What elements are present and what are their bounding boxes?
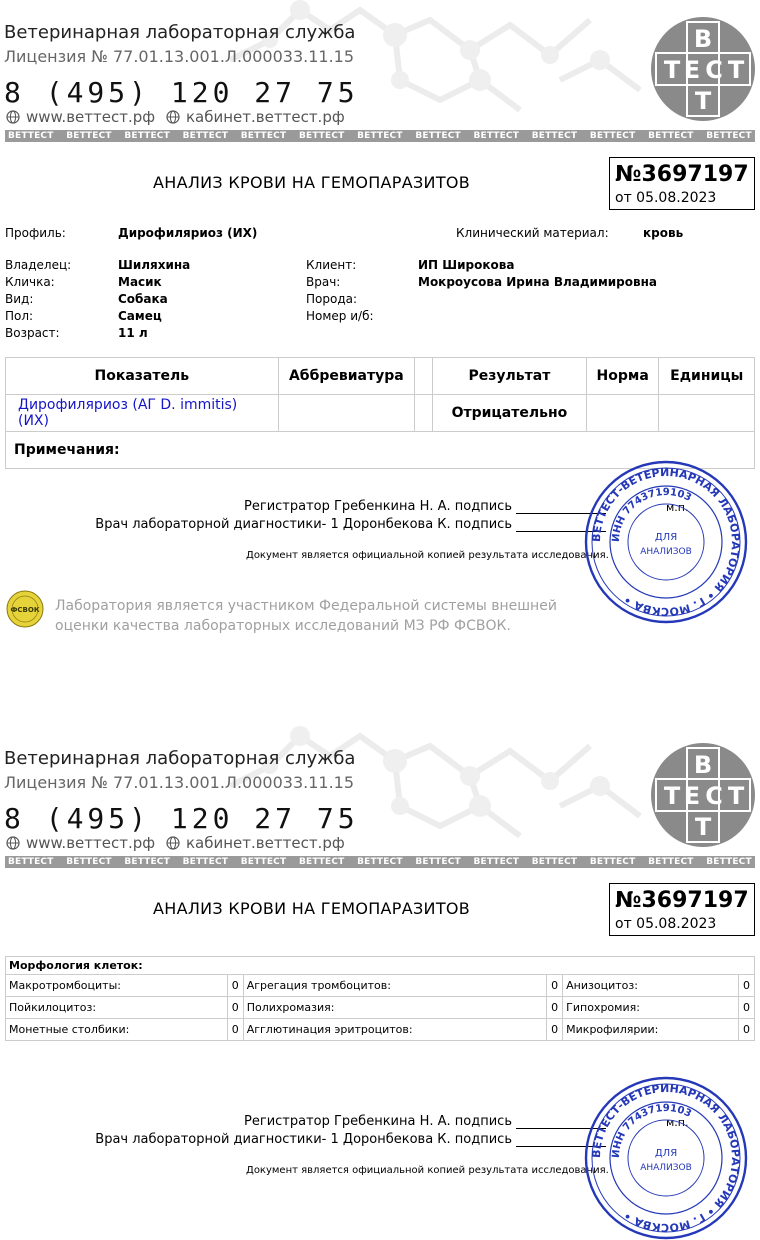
morph-name: Анизоцитоз: <box>563 975 739 997</box>
registrar-signature-text: Регистратор Гребенкина Н. А. подпись <box>244 1114 512 1129</box>
globe-icon <box>166 110 180 124</box>
letterhead <box>0 726 760 871</box>
client-value: ИП Широкова <box>418 258 515 272</box>
results-table <box>5 357 755 469</box>
website-text[interactable]: www.веттест.рф <box>26 108 156 126</box>
table-row <box>6 997 755 1019</box>
stripe-word: ВЕТТЕСТ <box>240 131 287 141</box>
fsvok-participation-text: Лаборатория является участником Федеральной системы внешней оценки качества лабораторных исследований МЗ РФ ФСВОК. <box>55 598 557 634</box>
morph-value: 0 <box>227 1019 243 1041</box>
globe-icon <box>166 836 180 850</box>
stripe-word: ВЕТТЕСТ <box>531 131 578 141</box>
col-header-norm: Норма <box>586 358 659 395</box>
document-title: АНАЛИЗ КРОВИ НА ГЕМОПАРАЗИТОВ <box>153 173 471 192</box>
stripe-word: ВЕТТЕСТ <box>706 857 752 867</box>
website-text[interactable]: www.веттест.рф <box>26 834 156 852</box>
doctor-signature <box>95 1132 606 1147</box>
svg-text:АНАЛИЗОВ: АНАЛИЗОВ <box>640 1163 692 1173</box>
svg-text:Т: Т <box>694 813 712 841</box>
morph-name: Пойкилоцитоз: <box>6 997 228 1019</box>
svg-text:Т: Т <box>663 56 681 84</box>
stripe-word: ВЕТТЕСТ <box>648 857 694 867</box>
stripe-word: ВЕТТЕСТ <box>589 131 636 141</box>
stripe-word: ВЕТТЕСТ <box>124 857 170 867</box>
table-row <box>6 395 755 432</box>
stripe-word: ВЕТТЕСТ <box>8 857 54 867</box>
stripe-word: ВЕТТЕСТ <box>415 131 461 141</box>
doctor-signature-text: Врач лабораторной диагностики- 1 Доронбекова К. подпись <box>95 1132 512 1147</box>
stripe-word: ВЕТТЕСТ <box>357 857 403 867</box>
morph-name: Микрофилярии: <box>563 1019 739 1041</box>
svg-text:ИНН 7743719103: ИНН 7743719103 <box>610 1102 694 1159</box>
morph-name: Агглютинация эритроцитов: <box>243 1019 546 1041</box>
svg-text:Е: Е <box>683 782 701 810</box>
svg-text:АНАЛИЗОВ: АНАЛИЗОВ <box>640 547 692 557</box>
official-copy-note: Документ является официальной копией результата исследования. <box>246 1165 609 1176</box>
svg-text:С: С <box>705 56 723 84</box>
stripe-word: ВЕТТЕСТ <box>124 131 170 141</box>
globe-icon <box>6 836 20 850</box>
lab-name: Ветеринарная лабораторная служба <box>4 748 356 769</box>
svg-text:В: В <box>693 25 713 53</box>
morph-value: 0 <box>738 975 754 997</box>
table-row <box>6 975 755 997</box>
material-label: Клинический материал: <box>456 226 609 240</box>
official-stamp <box>584 1076 748 1240</box>
svg-text:Т: Т <box>727 782 745 810</box>
notes-label: Примечания: <box>6 432 755 469</box>
stripe-word: ВЕТТЕСТ <box>182 131 229 141</box>
letterhead <box>0 0 760 145</box>
profile-value: Дирофиляриоз (ИХ) <box>118 226 258 240</box>
svg-text:ВЕТТЕСТ-ВЕТЕРИНАРНАЯ ЛАБОРАТОР: ВЕТТЕСТ-ВЕТЕРИНАРНАЯ ЛАБОРАТОРИЯ • Г. МОСКВА • <box>589 1081 743 1235</box>
stripe-word: ВЕТТЕСТ <box>182 857 229 867</box>
col-header-abbreviation: Аббревиатура <box>278 358 415 395</box>
document-date: от 05.08.2023 <box>615 190 717 206</box>
svg-text:Т: Т <box>694 87 712 115</box>
official-copy-note: Документ является официальной копией результата исследования. <box>246 550 609 561</box>
profile-label: Профиль: <box>5 226 66 240</box>
card-number-label: Номер и/б: <box>306 309 374 323</box>
morph-value: 0 <box>738 997 754 1019</box>
registrar-signature <box>244 1114 606 1129</box>
age-value: 11 л <box>118 326 148 340</box>
license-number: Лицензия № 77.01.13.001.Л.000033.11.15 <box>4 47 355 66</box>
indicator-units <box>659 395 755 432</box>
table-row <box>6 1019 755 1041</box>
cabinet-link[interactable] <box>166 108 345 126</box>
svg-text:ДЛЯ: ДЛЯ <box>654 1148 678 1159</box>
doctor-signature <box>95 517 606 532</box>
document-number: №3697197 <box>615 888 749 913</box>
cabinet-text[interactable]: кабинет.веттест.рф <box>186 834 345 852</box>
phone-number: 8 (495) 120 27 75 <box>4 76 359 109</box>
svg-text:ФСВОК: ФСВОК <box>10 606 40 614</box>
col-header-indicator: Показатель <box>6 358 279 395</box>
species-value: Собака <box>118 292 168 306</box>
col-header-units: Единицы <box>659 358 755 395</box>
morph-name: Монетные столбики: <box>6 1019 228 1041</box>
sex-label: Пол: <box>5 309 34 323</box>
svg-text:С: С <box>705 782 723 810</box>
document-number-box <box>609 157 755 210</box>
svg-text:ИНН 7743719103: ИНН 7743719103 <box>610 486 694 543</box>
indicator-name[interactable]: Дирофиляриоз (АГ D. immitis) (ИХ) <box>6 395 279 432</box>
svg-text:В: В <box>693 751 713 779</box>
globe-icon <box>6 110 20 124</box>
stripe-word: ВЕТТЕСТ <box>473 857 520 867</box>
fsvok-logo <box>6 590 44 628</box>
doctor-value: Мокроусова Ирина Владимировна <box>418 275 657 289</box>
morphology-table <box>5 956 755 1041</box>
material-value: кровь <box>643 226 684 240</box>
svg-text:Е: Е <box>683 56 701 84</box>
document-number-box <box>609 883 755 936</box>
cabinet-text[interactable]: кабинет.веттест.рф <box>186 108 345 126</box>
morphology-header-row <box>6 957 755 975</box>
doctor-signature-text: Врач лабораторной диагностики- 1 Доронбекова К. подпись <box>95 517 512 532</box>
stripe-word: ВЕТТЕСТ <box>648 131 694 141</box>
phone-number: 8 (495) 120 27 75 <box>4 802 359 835</box>
stripe-word: ВЕТТЕСТ <box>8 131 54 141</box>
registrar-signature <box>244 499 606 514</box>
morph-value: 0 <box>547 975 563 997</box>
registrar-signature-text: Регистратор Гребенкина Н. А. подпись <box>244 499 512 514</box>
breed-label: Порода: <box>306 292 358 306</box>
svg-text:ДЛЯ: ДЛЯ <box>654 532 678 543</box>
col-header-result: Результат <box>433 358 587 395</box>
brand-stripe <box>5 130 755 142</box>
stripe-word: ВЕТТЕСТ <box>298 131 345 141</box>
document-number: №3697197 <box>615 162 749 187</box>
brand-stripe <box>5 856 755 868</box>
official-stamp <box>584 460 748 624</box>
results-header-row <box>6 358 755 395</box>
stripe-word: ВЕТТЕСТ <box>66 857 112 867</box>
indicator-spacer <box>415 395 433 432</box>
stripe-word: ВЕТТЕСТ <box>66 131 112 141</box>
svg-text:ВЕТТЕСТ-ВЕТЕРИНАРНАЯ ЛАБОРАТОР: ВЕТТЕСТ-ВЕТЕРИНАРНАЯ ЛАБОРАТОРИЯ • Г. МОСКВА • <box>589 465 743 619</box>
owner-value: Шиляхина <box>118 258 191 272</box>
stripe-word: ВЕТТЕСТ <box>357 131 403 141</box>
indicator-abbreviation <box>278 395 415 432</box>
document-title: АНАЛИЗ КРОВИ НА ГЕМОПАРАЗИТОВ <box>153 899 471 918</box>
vettest-logo <box>650 16 756 122</box>
license-number: Лицензия № 77.01.13.001.Л.000033.11.15 <box>4 773 355 792</box>
indicator-result: Отрицательно <box>433 395 587 432</box>
seal-place-mark: м.п. <box>666 501 689 514</box>
morphology-title: Морфология клеток: <box>6 957 755 975</box>
morph-value: 0 <box>547 1019 563 1041</box>
species-label: Вид: <box>5 292 34 306</box>
morph-value: 0 <box>227 975 243 997</box>
cabinet-link[interactable] <box>166 834 345 852</box>
stripe-word: ВЕТТЕСТ <box>473 131 520 141</box>
lab-name: Ветеринарная лабораторная служба <box>4 22 356 43</box>
nickname-label: Кличка: <box>5 275 55 289</box>
morph-name: Гипохромия: <box>563 997 739 1019</box>
morph-name: Агрегация тромбоцитов: <box>243 975 546 997</box>
morph-value: 0 <box>227 997 243 1019</box>
morph-value: 0 <box>547 997 563 1019</box>
svg-text:Т: Т <box>663 782 681 810</box>
seal-place-mark: м.п. <box>666 1116 689 1129</box>
doctor-label: Врач: <box>306 275 341 289</box>
stripe-word: ВЕТТЕСТ <box>415 857 461 867</box>
morph-name: Полихромазия: <box>243 997 546 1019</box>
website-link[interactable] <box>6 108 155 126</box>
svg-text:Т: Т <box>727 56 745 84</box>
stripe-word: ВЕТТЕСТ <box>240 857 287 867</box>
indicator-norm <box>586 395 659 432</box>
morph-name: Макротромбоциты: <box>6 975 228 997</box>
owner-label: Владелец: <box>5 258 72 272</box>
document-date: от 05.08.2023 <box>615 916 717 932</box>
sex-value: Самец <box>118 309 162 323</box>
stripe-word: ВЕТТЕСТ <box>531 857 578 867</box>
stripe-word: ВЕТТЕСТ <box>706 131 752 141</box>
age-label: Возраст: <box>5 326 60 340</box>
nickname-value: Масик <box>118 275 162 289</box>
morph-value: 0 <box>738 1019 754 1041</box>
vettest-logo <box>650 742 756 848</box>
website-link[interactable] <box>6 834 155 852</box>
col-header-spacer <box>415 358 433 395</box>
stripe-word: ВЕТТЕСТ <box>589 857 636 867</box>
client-label: Клиент: <box>306 258 357 272</box>
stripe-word: ВЕТТЕСТ <box>298 857 345 867</box>
